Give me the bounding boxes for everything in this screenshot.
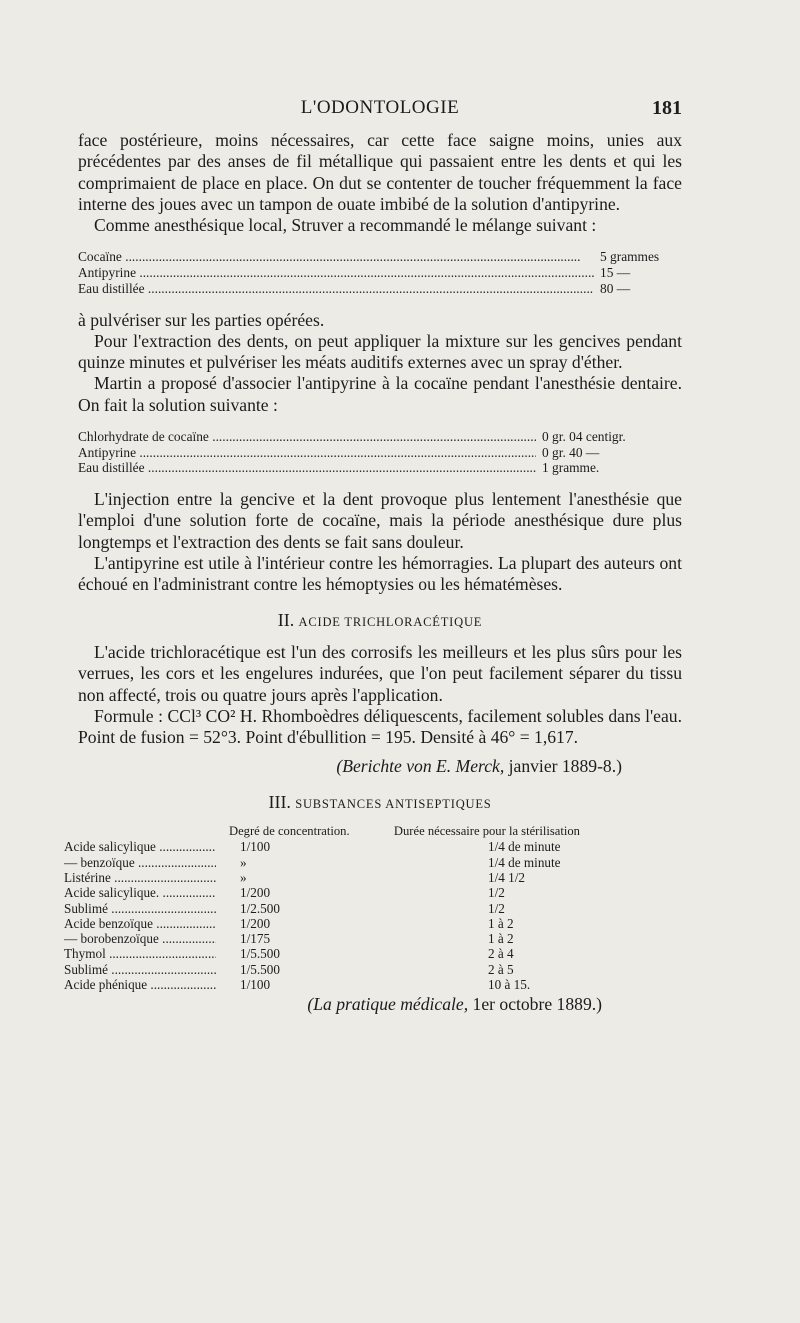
duration-cell: 10 à 15. (488, 977, 531, 993)
substance-cell: Thymol ..... (64, 946, 216, 961)
column-header (78, 824, 229, 839)
recipe-list (78, 249, 682, 296)
ingredient-name: Eau distillée ..... (78, 281, 594, 297)
running-title: L'ODONTOLOGIE (300, 97, 460, 118)
substance-cell: Acide phénique ..... (64, 977, 216, 992)
paragraph: Comme anesthésique local, Struver a recommandé le mélange suivant : (94, 215, 597, 236)
concentration-cell: 1/2.500 (240, 900, 280, 916)
concentration-cell: 1/5.500 (240, 961, 280, 977)
recipe-row (78, 281, 682, 297)
page-body (64, 130, 682, 1016)
table-row (64, 915, 682, 931)
concentration-cell: » (240, 869, 247, 885)
substance-cell: — benzoïque ..... (64, 855, 216, 870)
ingredient-quantity: 1 gramme. (542, 460, 600, 476)
substance-cell: Sublimé ..... (64, 962, 216, 977)
table-header (78, 824, 682, 839)
paragraph: L'injection entre la gencive et la dent provoque plus lentement l'anesthésie que l'emploi d'une solution forte de cocaïne, mais la période anesthésique dure plus longtemps et l'extraction des dents se fait sans douleur. (78, 489, 682, 552)
duration-cell: 1 à 2 (488, 915, 514, 931)
column-header: Degré de concentration. (229, 824, 350, 839)
duration-cell: 2 à 5 (488, 961, 514, 977)
ingredient-quantity: 0 gr. 04 centigr. (542, 429, 626, 445)
ingredient-name: Eau distillée ..... (78, 460, 536, 476)
page-number: 181 (652, 97, 682, 119)
duration-cell: 1/4 1/2 (488, 869, 525, 885)
recipe-row (78, 429, 682, 445)
column-header: Durée nécessaire pour la stérilisation (393, 824, 580, 839)
table-row (64, 946, 682, 962)
substance-cell: Acide salicylique ..... (64, 839, 216, 854)
table-row (64, 900, 682, 916)
citation-source: (La pratique médicale, (307, 994, 469, 1015)
antiseptic-table (64, 824, 682, 993)
paragraph: à pulvériser sur les parties opérées. (78, 309, 325, 330)
section-heading (78, 610, 682, 633)
ingredient-name: Cocaïne ..... (78, 249, 594, 265)
ingredient-quantity: 15 — (600, 265, 631, 281)
duration-cell: 1/4 de minute (488, 854, 561, 870)
ingredient-quantity: 80 — (600, 280, 631, 296)
duration-cell: 1 à 2 (488, 931, 514, 947)
table-row (64, 885, 682, 901)
paragraph: face postérieure, moins nécessaires, car cette face saigne moins, unies aux précédentes par des anses de fil métallique qui passaient entre les dents et qui les comprimaient de place en place. On dut se contenter de toucher fréquemment la face interne des joues avec un tampon de ouate imbibé de la solution d'antipyrine. (78, 130, 682, 214)
table-row (64, 839, 682, 855)
paragraph: L'acide trichloracétique est l'un des corrosifs les meilleurs et les plus sûrs pour les verrues, les cors et les engelures indurées, que l'on peut facilement séparer du tissu non affecté, trois ou quatre jours après l'application. (78, 641, 682, 705)
substance-cell: Listérine ..... (64, 870, 216, 885)
citation (78, 994, 602, 1015)
citation-source: (Berichte von E. Merck, (336, 756, 505, 777)
concentration-cell: 1/5.500 (240, 946, 280, 962)
table-body (64, 839, 682, 993)
table-row (64, 869, 682, 885)
duration-cell: 1/4 de minute (488, 839, 561, 855)
ingredient-quantity: 0 gr. 40 — (542, 444, 600, 460)
ingredient-name: Chlorhydrate de cocaïne ..... (78, 429, 536, 445)
table-row (64, 931, 682, 947)
page-header (78, 97, 682, 127)
section-title: ACIDE TRICHLORACÉTIQUE (298, 614, 483, 629)
paragraph: Formule : CCl³ CO² H. Rhomboèdres déliquescents, facilement solubles dans l'eau. Point de fusion = 52°3. Point d'ébullition = 195. Densité à 46° = 1,617. (78, 705, 682, 748)
concentration-cell: 1/100 (240, 839, 271, 855)
section-number: II. (277, 609, 295, 630)
substance-cell: Acide benzoïque ..... (64, 916, 216, 931)
citation-date: 1er octobre 1889.) (472, 994, 602, 1015)
concentration-cell: 1/100 (240, 977, 271, 993)
duration-cell: 1/2 (488, 885, 505, 901)
recipe-row (78, 249, 682, 265)
section-number: III. (268, 791, 291, 812)
citation-date: janvier 1889-8.) (508, 756, 622, 777)
recipe-row (78, 445, 682, 461)
paragraph: Martin a proposé d'associer l'antipyrine à la cocaïne pendant l'anesthésie dentaire. On fait la solution suivante : (78, 373, 682, 415)
ingredient-name: Antipyrine ..... (78, 265, 594, 281)
paragraph: Pour l'extraction des dents, on peut appliquer la mixture sur les gencives pendant quinze minutes et pulvériser les méats auditifs externes avec un spray d'éther. (78, 330, 682, 373)
concentration-cell: » (240, 854, 247, 870)
substance-cell: Acide salicylique. ..... (64, 885, 216, 900)
table-row (64, 977, 682, 993)
recipe-list (78, 429, 682, 476)
concentration-cell: 1/200 (240, 885, 271, 901)
substance-cell: — borobenzoïque ..... (64, 931, 216, 946)
paragraph: L'antipyrine est utile à l'intérieur contre les hémorragies. La plupart des auteurs ont échoué en l'administrant contre les hémoptysies ou les hématémèses. (78, 553, 682, 595)
ingredient-quantity: 5 grammes (600, 249, 660, 265)
concentration-cell: 1/200 (240, 915, 271, 931)
substance-cell: Sublimé ..... (64, 901, 216, 916)
section-title: SUBSTANCES ANTISEPTIQUES (295, 796, 492, 811)
section-heading (78, 792, 682, 815)
recipe-row (78, 460, 682, 476)
duration-cell: 1/2 (488, 900, 505, 916)
concentration-cell: 1/175 (240, 931, 271, 947)
duration-cell: 2 à 4 (488, 946, 514, 962)
recipe-row (78, 265, 682, 281)
citation (78, 756, 622, 777)
table-row (64, 961, 682, 977)
table-row (64, 854, 682, 870)
ingredient-name: Antipyrine ..... (78, 445, 536, 461)
